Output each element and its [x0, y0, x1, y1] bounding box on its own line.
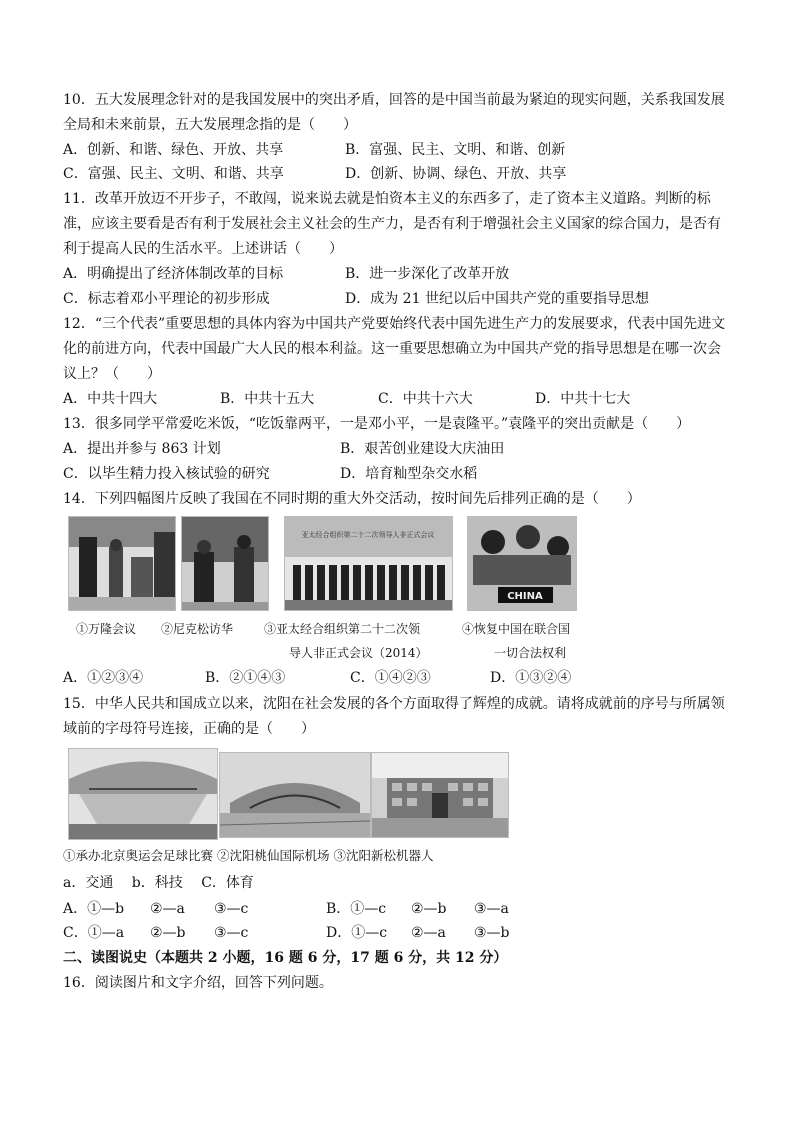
photo-bandung-conference-image	[69, 517, 175, 610]
photo-olympic-stadium	[68, 748, 218, 840]
q14-option-d: D．①③②④	[490, 670, 572, 686]
q12-stem-line2: 化的前进方向，代表中国最广大人民的根本利益。这一重要思想确立为中国共产党的指导思想是在哪一次会	[63, 341, 721, 357]
q15-option-d-3: ③—b	[474, 925, 510, 941]
q15-stem-line1: 15．中华人民共和国成立以来，沈阳在社会发展的各个方面取得了辉煌的成就。请将成就前的序号与所属领	[63, 696, 725, 712]
apec-banner-text: 亚太经合组织第二十二次领导人非正式会议	[301, 531, 435, 539]
q15-option-a-3: ③—c	[214, 901, 249, 917]
q12-stem-line3: 议上？（ ）	[63, 366, 161, 382]
q15-caption: ①承办北京奥运会足球比赛 ②沈阳桃仙国际机场 ③沈阳新松机器人	[63, 848, 434, 863]
photo-nixon-visit	[181, 516, 269, 611]
q14-option-b: B．②①④③	[205, 670, 286, 686]
photo-un-seat-restored	[467, 516, 577, 611]
q15-option-d-2: ②—a	[411, 925, 446, 941]
q11-option-b: B．进一步深化了改革开放	[345, 266, 510, 282]
photo-un-seat-restored-image	[468, 517, 576, 610]
photo-bandung-conference	[68, 516, 176, 611]
photo-nixon-visit-image	[182, 517, 268, 610]
q10-option-d: D．创新、协调、绿色、开放、共享	[345, 166, 567, 182]
china-sign-text: CHINA	[507, 591, 543, 602]
q16-stem: 16．阅读图片和文字介绍，回答下列问题。	[63, 975, 333, 991]
q11-stem-line2: 准，应该主要看是否有利于发展社会主义社会的生产力，是否有利于增强社会主义国家的综合国力，是否有	[63, 216, 721, 232]
q13-option-b: B．艰苦创业建设大庆油田	[340, 441, 505, 457]
q14-caption-2: ②尼克松访华	[161, 622, 234, 636]
photo-apec-summit-image	[285, 517, 452, 610]
q15-option-d-1: D．①—c	[326, 925, 388, 941]
q13-option-c: C．以毕生精力投入核试验的研究	[63, 466, 270, 482]
photo-apec-summit	[284, 516, 453, 611]
q11-option-a: A．明确提出了经济体制改革的目标	[63, 266, 284, 282]
q11-option-d: D．成为 21 世纪以后中国共产党的重要指导思想	[345, 291, 649, 307]
q14-caption-4-line2: 一切合法权利	[494, 646, 567, 660]
q15-option-c-3: ③—c	[214, 925, 249, 941]
q14-option-c: C．①④②③	[350, 670, 431, 686]
q13-option-d: D．培育籼型杂交水稻	[340, 466, 478, 482]
q14-caption-4-line1: ④恢复中国在联合国	[462, 622, 571, 636]
photo-siasun-robot-building	[371, 752, 509, 838]
q12-option-a: A．中共十四大	[63, 391, 158, 407]
q13-option-a: A．提出并参与 863 计划	[63, 441, 221, 457]
q14-caption-3-line2: 导人非正式会议（2014）	[289, 646, 428, 660]
q10-option-b: B．富强、民主、文明、和谐、创新	[345, 142, 566, 158]
q11-stem-line1: 11．改革开放迈不开步子，不敢闯，说来说去就是怕资本主义的东西多了，走了资本主义道路。判断的标	[63, 191, 711, 207]
q10-option-a: A．创新、和谐、绿色、开放、共享	[63, 142, 284, 158]
q15-option-c-2: ②—b	[150, 925, 186, 941]
q15-stem-line2: 域前的字母符号连接，正确的是（ ）	[63, 721, 315, 737]
q15-fields: a．交通 b．科技 C．体育	[63, 875, 254, 891]
photo-taoxian-airport	[219, 752, 371, 838]
q14-caption-1: ①万隆会议	[76, 622, 137, 636]
q10-stem-line1: 10．五大发展理念针对的是我国发展中的突出矛盾，回答的是中国当前最为紧迫的现实问题，关系我国发展	[63, 92, 725, 108]
q15-option-b-2: ②—b	[411, 901, 447, 917]
q12-option-d: D．中共十七大	[535, 391, 631, 407]
q14-option-a: A．①②③④	[63, 670, 144, 686]
q13-stem: 13．很多同学平常爱吃米饭，“吃饭靠两平，一是邓小平，一是袁隆平。”袁隆平的突出贡献是（ ）	[63, 416, 691, 432]
q15-option-c-1: C．①—a	[63, 925, 125, 941]
photo-siasun-robot-building-image	[372, 753, 508, 837]
q15-option-b-3: ③—a	[474, 901, 509, 917]
q15-option-b-1: B．①—c	[326, 901, 387, 917]
q11-option-c: C．标志着邓小平理论的初步形成	[63, 291, 270, 307]
q11-stem-line3: 利于提高人民的生活水平。上述讲话（ ）	[63, 241, 343, 257]
q15-option-a-1: A．①—b	[63, 901, 125, 917]
q10-stem-line2: 全局和未来前景，五大发展理念指的是（ ）	[63, 117, 357, 133]
q12-stem-line1: 12．“三个代表”重要思想的具体内容为中国共产党要始终代表中国先进生产力的发展要求，代表中国先进文	[63, 316, 726, 332]
q10-option-c: C．富强、民主、文明、和谐、共享	[63, 166, 284, 182]
photo-olympic-stadium-image	[69, 749, 217, 839]
q14-caption-3-line1: ③亚太经合组织第二十二次领	[264, 622, 421, 636]
q12-option-b: B．中共十五大	[220, 391, 315, 407]
photo-taoxian-airport-image	[220, 753, 370, 837]
q14-stem: 14．下列四幅图片反映了我国在不同时期的重大外交活动，按时间先后排列正确的是（ ）	[63, 491, 641, 507]
section-2-heading: 二、读图说史（本题共 2 小题，16 题 6 分，17 题 6 分，共 12 分）	[63, 950, 508, 966]
q12-option-c: C．中共十六大	[378, 391, 473, 407]
q15-option-a-2: ②—a	[150, 901, 185, 917]
